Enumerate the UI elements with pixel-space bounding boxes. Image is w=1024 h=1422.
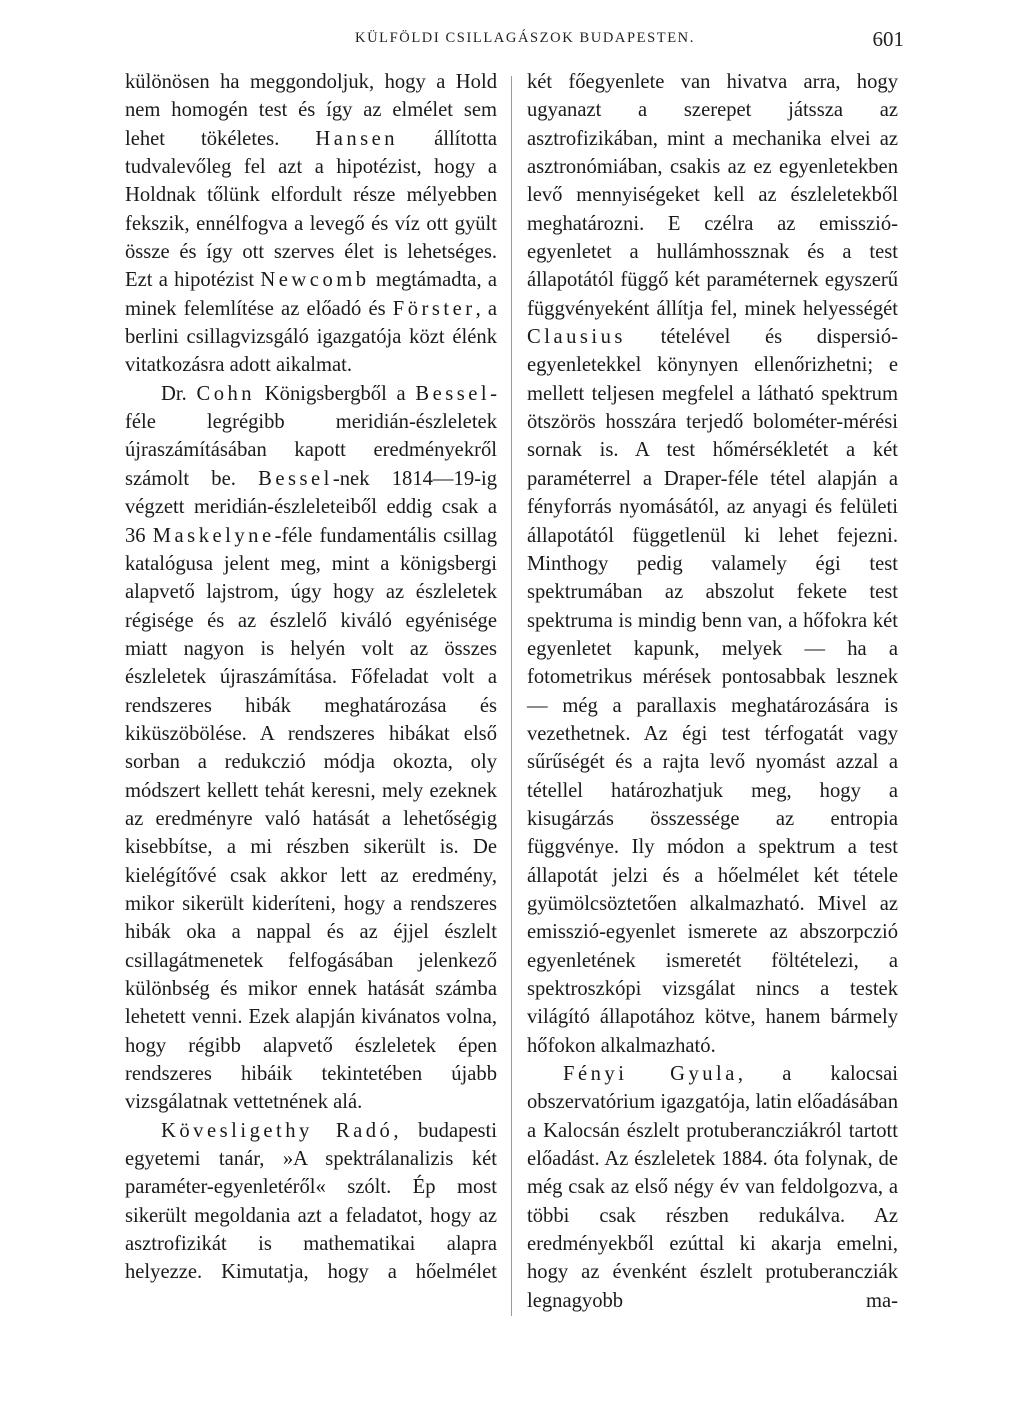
text-run: állította tudvalevőleg fel azt a hipotézist, hogy a Holdnak tőlünk elfordult része mélyebben fekszik, ennélfogva a levegő és víz ott gyült össze és így ott szerves élet is lehetséges. Ezt a hipotézist [125,127,497,292]
column-divider [511,76,512,1316]
person-name-cohn: Cohn [196,382,256,405]
paragraph-fenyi [527,1060,898,1315]
text-run: megtámadta, a minek felemlítése az előadó és [125,269,497,320]
text-run: , a berlini csillagvizsgáló igazgatója közt élénk vitatkozásra adott aikalmat. [125,297,498,377]
person-name-hansen: Hansen [315,127,399,150]
person-name-forster: Förster [392,297,476,320]
person-name-bessel: Bessel [415,382,491,405]
text-run: Königsbergből a [255,382,416,405]
right-column [527,68,898,1315]
text-run: -nek 1814—19-ig végzett meridián-észleleteiből eddig csak a 36 [125,467,497,547]
text-run: két főegyenlete van hivatva arra, hogy ugyanazt a szerepet játssza az asztrofizikában, mint a mechanika elvei az asztronómiában, csakis az ez egyenletekben levő mennyiségeket kell az észleletekből meghatározni. E czélra az emisszió-egyenletet a hullámhossznak és a test állapotától függő két paraméternek egyszerű függvényeként állítja fel, minek helyességét [527,71,898,320]
paragraph-moon-hypothesis [125,68,497,380]
running-head: KÜLFÖLDI CSILLAGÁSZOK BUDAPESTEN. [355,30,695,46]
person-name-newcomb: Newcomb [260,269,370,292]
person-name-kovesligethy: Kövesligethy Radó [161,1119,394,1142]
text-run: , a kalocsai obszervatórium igazgatója, latin előadásában a Kalocsán észlelt protuberancziákról tartott előadást. Az észleletek 1884. óta folynak, de még csak az első négy év van feldolgozva, a többi csak részben redukálva. Az eredményekből ezúttal ki akarja emelni, hogy az évenként észlelt protuberancziák legnagyobb ma- [527,1063,898,1312]
text-run: Dr. [161,382,197,405]
text-run: tételével és dispersió-egyenletekkel könynyen ellenőrizhetni; e mellett teljesen megfelel a látható spektrum ötszörös hosszára terjedő bolométer-mérési sornak is. A test hőmérsékletét a két paraméterrel a Draper-féle tétel alapján a fényforrás nyomásától, az anyagi és felületi állapotától függetlenül ki lehet fejezni. Minthogy pedig valamely égi test spektrumában az abszolut fekete test spektruma is mindig benn van, a hőfokra két egyenletet kapunk, melyek — ha a fotometrikus mérések pontosabbak lesznek — még a parallaxis meghatározására is vezethetnek. Az égi test térfogatát vagy sűrűségét és a rajta levő nyomást azzal a tétellel határozhatjuk meg, hogy a kisugárzás összessége az entropia függvénye. Ily módon a spektrum a test állapotát jelzi és a hőelmélet két tétele gyümölcsöztetően alkalmazható. Mivel az emisszió-egyenlet ismerete az abszorpczió egyenletének ismeretét föltételezi, a spektroszkópi vizsgálat nincs a testek világító állapotához kötve, hanem bármely hőfokon alkalmazható. [527,326,898,1057]
paragraph-cohn [125,380,497,1117]
text-run: , budapesti egyetemi tanár, »A spektrálanalizis két paraméter-egyenletéről« szólt. Ép most sikerült megoldania azt a feladatot, hogy az asztrofizikát is mathematikai alapra helyezze. Kimutatja, hogy a hőelmélet [125,1119,497,1284]
paragraph-kovesligethy [125,1117,497,1287]
person-name-clausius: Clausius [527,326,626,349]
text-run: -féle fundamentális csillag katalógusa jelent meg, mint a königsbergi alapvető lajstrom, úgy hogy az észleletek régisége és az észlelő kiváló egyénisége miatt nagyon is helyén volt az összes észleletek újraszámítása. Főfeladat volt a rendszeres hibák meghatározása és kiküszöbölése. A rendszeres hibákat első sorban a redukczió módja okozta, oly módszert kellett tehát keresni, mely ezeknek az eredményre való hatását a lehetőségig kisebbítse, a mi részben sikerült is. De kielégítővé csak akkor lett az eredmény, mikor sikerült kideríteni, hogy a rendszeres hibák oka a nappal és az éjjel észlelt csillagátmenetek felfogásában jelenkező különbség és mikor ennek hatását számba lehetett venni. Ezek alapján kivánatos volna, hogy régibb alapvető észleletek épen rendszeres hibáik tekintetében újabb vizsgálatnak vettetnének alá. [125,524,497,1114]
person-name-bessel: Bessel [258,467,333,490]
person-name-fenyi: Fényi Gyula [563,1063,738,1086]
paragraph-spectral-analysis [527,68,898,1060]
page-number: 601 [872,27,904,51]
text-run: különösen ha meggondoljuk, hogy a Hold nem homogén test és így az elmélet sem lehet tökéletes. [125,71,497,150]
left-column [125,68,497,1287]
person-name-maskelyne: Maskelyne [152,524,275,547]
text-run: -féle legrégibb meridián-észleletek újraszámításában kapott eredményekről számolt be. [125,382,498,490]
